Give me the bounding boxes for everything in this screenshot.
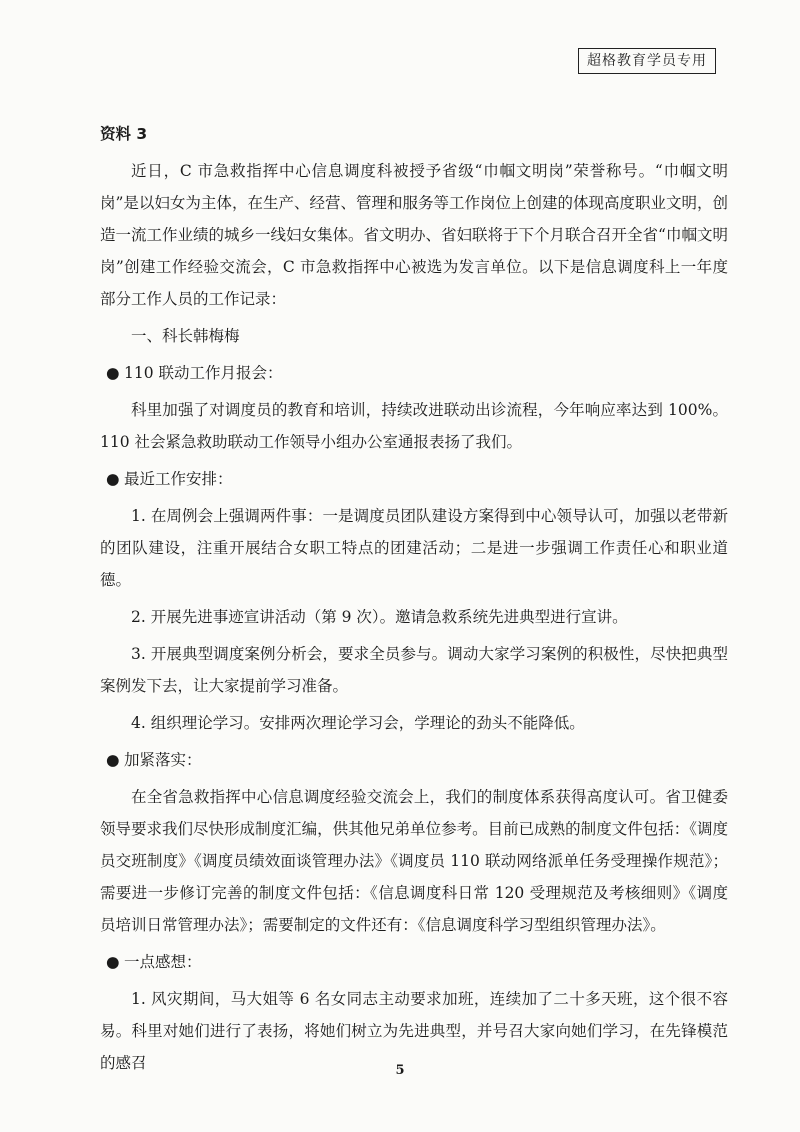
bullet-icon: ● <box>106 364 120 382</box>
page-number: 5 <box>395 1063 405 1078</box>
body-paragraph: 在全省急救指挥中心信息调度经验交流会上，我们的制度体系获得高度认可。省卫健委领导要求我们尽快形成制度汇编，供其他兄弟单位参考。目前已成熟的制度文件包括：《调度员交班制度》《调度员绩效面谈管理办法》《调度员 110 联动网络派单任务受理操作规范》；需要进一步修订完善的制度文件包括：《信息调度科日常 120 受理规范及考核细则》《调度员培训日常管理办法》；需要制定的文件还有：《信息调度科学习型组织管理办法》。 <box>100 788 728 934</box>
bullet-heading <box>100 744 728 776</box>
intro-paragraph: 近日，C 市急救指挥中心信息调度科被授予省级“巾帼文明岗”荣誉称号。“巾帼文明岗”是以妇女为主体，在生产、经营、管理和服务等工作岗位上创建的体现高度职业文明，创造一流工作业绩的城乡一线妇女集体。省文明办、省妇联将于下个月联合召开全省“巾帼文明岗”创建工作经验交流会，C 市急救指挥中心被选为发言单位。以下是信息调度科上一年度部分工作人员的工作记录： <box>100 162 728 308</box>
watermark-stamp: 超格教育学员专用 <box>578 48 716 74</box>
bullet-heading <box>100 463 728 495</box>
list-item: 2. 开展先进事迹宣讲活动（第 9 次）。邀请急救系统先进典型进行宣讲。 <box>131 608 628 626</box>
bullet-icon: ● <box>106 470 120 488</box>
bullet-icon: ● <box>106 953 120 971</box>
bullet-heading <box>100 357 728 389</box>
bullet-heading <box>100 946 728 978</box>
bullet-label: 一点感想： <box>124 953 202 971</box>
bullet-label: 110 联动工作月报会： <box>124 364 283 382</box>
list-item: 3. 开展典型调度案例分析会，要求全员参与。调动大家学习案例的积极性，尽快把典型案例发下去，让大家提前学习准备。 <box>100 645 728 695</box>
bullet-icon: ● <box>106 751 120 769</box>
section-title: 资料 3 <box>100 125 148 143</box>
body-paragraph: 1. 风灾期间，马大姐等 6 名女同志主动要求加班，连续加了二十多天班，这个很不容易。科里对她们进行了表扬，将她们树立为先进典型，并号召大家向她们学习，在先锋模范的感召 <box>100 990 728 1072</box>
subsection-title: 一、科长韩梅梅 <box>131 327 240 345</box>
bullet-label: 最近工作安排： <box>124 470 233 488</box>
bullet-label: 加紧落实： <box>124 751 202 769</box>
body-paragraph: 科里加强了对调度员的教育和培训，持续改进联动出诊流程，今年响应率达到 100%。110 社会紧急救助联动工作领导小组办公室通报表扬了我们。 <box>100 401 728 451</box>
document-body <box>100 118 728 1084</box>
list-item: 1. 在周例会上强调两件事：一是调度员团队建设方案得到中心领导认可，加强以老带新的团队建设，注重开展结合女职工特点的团建活动；二是进一步强调工作责任心和职业道德。 <box>100 507 728 589</box>
list-item: 4. 组织理论学习。安排两次理论学习会，学理论的劲头不能降低。 <box>131 714 585 732</box>
